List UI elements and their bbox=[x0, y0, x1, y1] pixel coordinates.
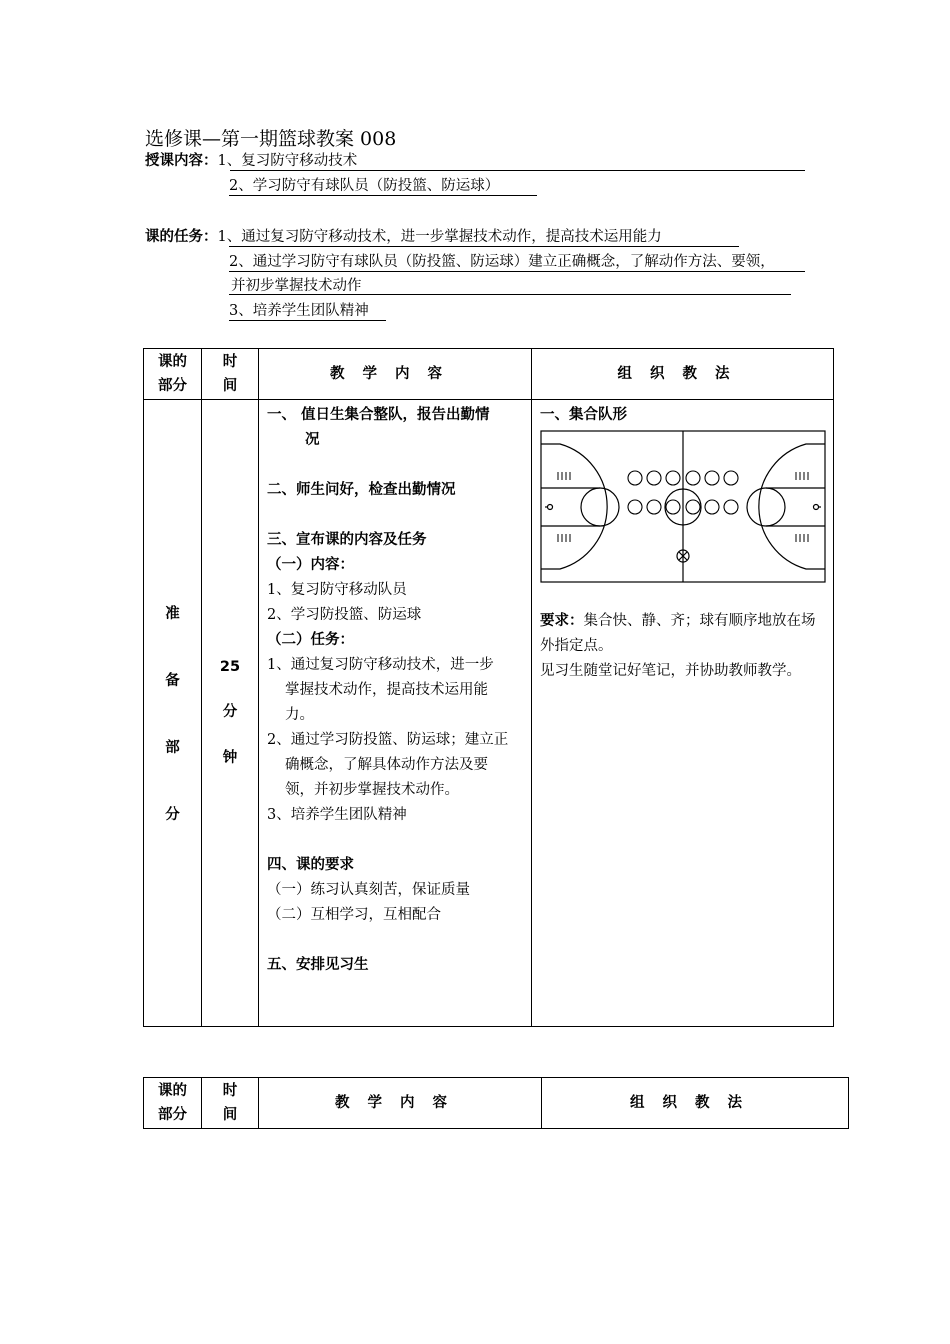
content-line: 力。 bbox=[285, 707, 314, 723]
header-part bbox=[144, 349, 202, 400]
header-time-line2: 间 bbox=[222, 378, 238, 394]
section-method bbox=[532, 400, 834, 1027]
header-part-line1: 课的 bbox=[158, 1083, 187, 1099]
content-line: （二）任务： bbox=[267, 632, 354, 648]
header-content: 教学内容 bbox=[259, 349, 532, 400]
underline bbox=[229, 195, 537, 196]
header-time-line1: 时 bbox=[222, 354, 238, 370]
course-content-row bbox=[145, 152, 357, 170]
course-task-2: 2、通过学习防守有球队员（防投篮、防运球）建立正确概念，了解动作方法、要领， bbox=[229, 254, 775, 270]
header-part bbox=[144, 1078, 202, 1129]
header-time bbox=[202, 349, 259, 400]
course-content-label: 授课内容： bbox=[145, 153, 218, 169]
part-char: 备 bbox=[165, 673, 180, 689]
header-time bbox=[202, 1078, 259, 1129]
course-content-item-1: 1、复习防守移动技术 bbox=[217, 153, 358, 169]
content-line: 2、学习防投篮、防运球 bbox=[267, 607, 422, 623]
content-line: 五、安排见习生 bbox=[267, 957, 369, 973]
lesson-table bbox=[143, 348, 834, 1027]
course-tasks-row bbox=[145, 228, 662, 246]
course-tasks-label: 课的任务： bbox=[145, 229, 218, 245]
content-line: （二）互相学习，互相配合 bbox=[267, 907, 441, 923]
underline bbox=[229, 320, 386, 321]
section-content bbox=[259, 400, 532, 1027]
content-line: 2、通过学习防投篮、防运球；建立正 bbox=[267, 732, 509, 748]
section-part bbox=[144, 400, 202, 1027]
section-time bbox=[202, 400, 259, 1027]
section-row-prep bbox=[144, 400, 834, 1027]
course-task-2-cont: 并初步掌握技术动作 bbox=[231, 278, 362, 294]
course-content-item-2: 2、学习防守有球队员（防投篮、防运球） bbox=[229, 178, 500, 194]
underline bbox=[229, 246, 739, 247]
ft-circle-right-inner bbox=[766, 488, 785, 526]
time-unit-1: 分 bbox=[222, 704, 238, 720]
part-char: 准 bbox=[165, 606, 180, 622]
method-heading: 一、集合队形 bbox=[540, 407, 627, 423]
basket-right bbox=[814, 505, 819, 510]
requirement-label: 要求： bbox=[540, 613, 584, 629]
header-part-line1: 课的 bbox=[158, 354, 187, 370]
header-time-line2: 间 bbox=[222, 1107, 238, 1123]
method-note: 见习生随堂记好笔记，并协助教师教学。 bbox=[540, 663, 801, 679]
underline bbox=[229, 294, 791, 295]
underline bbox=[230, 170, 805, 171]
content-line: 一、 值日生集合整队，报告出勤情 bbox=[267, 407, 490, 423]
underline bbox=[229, 271, 805, 272]
document-title: 选修课—第一期篮球教案 008 bbox=[145, 128, 397, 150]
content-line: 领，并初步掌握技术动作。 bbox=[285, 782, 459, 798]
content-line: 3、培养学生团队精神 bbox=[267, 807, 407, 823]
content-line: （一）内容： bbox=[267, 557, 354, 573]
court-formation-diagram bbox=[540, 430, 826, 584]
time-unit-2: 钟 bbox=[222, 750, 238, 766]
ft-circle-right bbox=[747, 488, 766, 526]
table-header-row bbox=[144, 349, 834, 400]
lesson-table-2 bbox=[143, 1077, 849, 1129]
time-value: 25 bbox=[219, 659, 241, 675]
content-line: 1、复习防守移动队员 bbox=[267, 582, 407, 598]
part-char: 分 bbox=[165, 807, 180, 823]
content-line: 四、课的要求 bbox=[267, 857, 354, 873]
header-method: 组织教法 bbox=[542, 1078, 849, 1129]
header-part-line2: 部分 bbox=[158, 378, 187, 394]
content-line: 确概念，了解具体动作方法及要 bbox=[285, 757, 488, 773]
course-task-1: 1、通过复习防守移动技术，进一步掌握技术动作，提高技术运用能力 bbox=[217, 229, 662, 245]
method-requirement bbox=[540, 609, 829, 659]
content-line: 掌握技术动作，提高技术运用能 bbox=[285, 682, 488, 698]
content-line: （一）练习认真刻苦，保证质量 bbox=[267, 882, 470, 898]
header-method: 组织教法 bbox=[532, 349, 834, 400]
ft-circle-left bbox=[600, 488, 619, 526]
header-time-line1: 时 bbox=[222, 1083, 238, 1099]
ft-circle-left-inner bbox=[581, 488, 600, 526]
content-line: 二、师生问好，检查出勤情况 bbox=[267, 482, 456, 498]
table-header-row bbox=[144, 1078, 849, 1129]
content-line: 况 bbox=[305, 432, 320, 448]
requirement-text: 集合快、静、齐；球有顺序地放在场外指定点。 bbox=[540, 613, 816, 654]
basket-left bbox=[548, 505, 553, 510]
three-point-arc-left bbox=[541, 444, 607, 569]
content-line: 1、通过复习防守移动技术，进一步 bbox=[267, 657, 494, 673]
part-char: 部 bbox=[165, 740, 180, 756]
header-part-line2: 部分 bbox=[158, 1107, 187, 1123]
course-task-3: 3、培养学生团队精神 bbox=[229, 303, 369, 319]
content-line: 三、宣布课的内容及任务 bbox=[267, 532, 427, 548]
header-content: 教学内容 bbox=[259, 1078, 542, 1129]
three-point-arc-right bbox=[759, 444, 825, 569]
